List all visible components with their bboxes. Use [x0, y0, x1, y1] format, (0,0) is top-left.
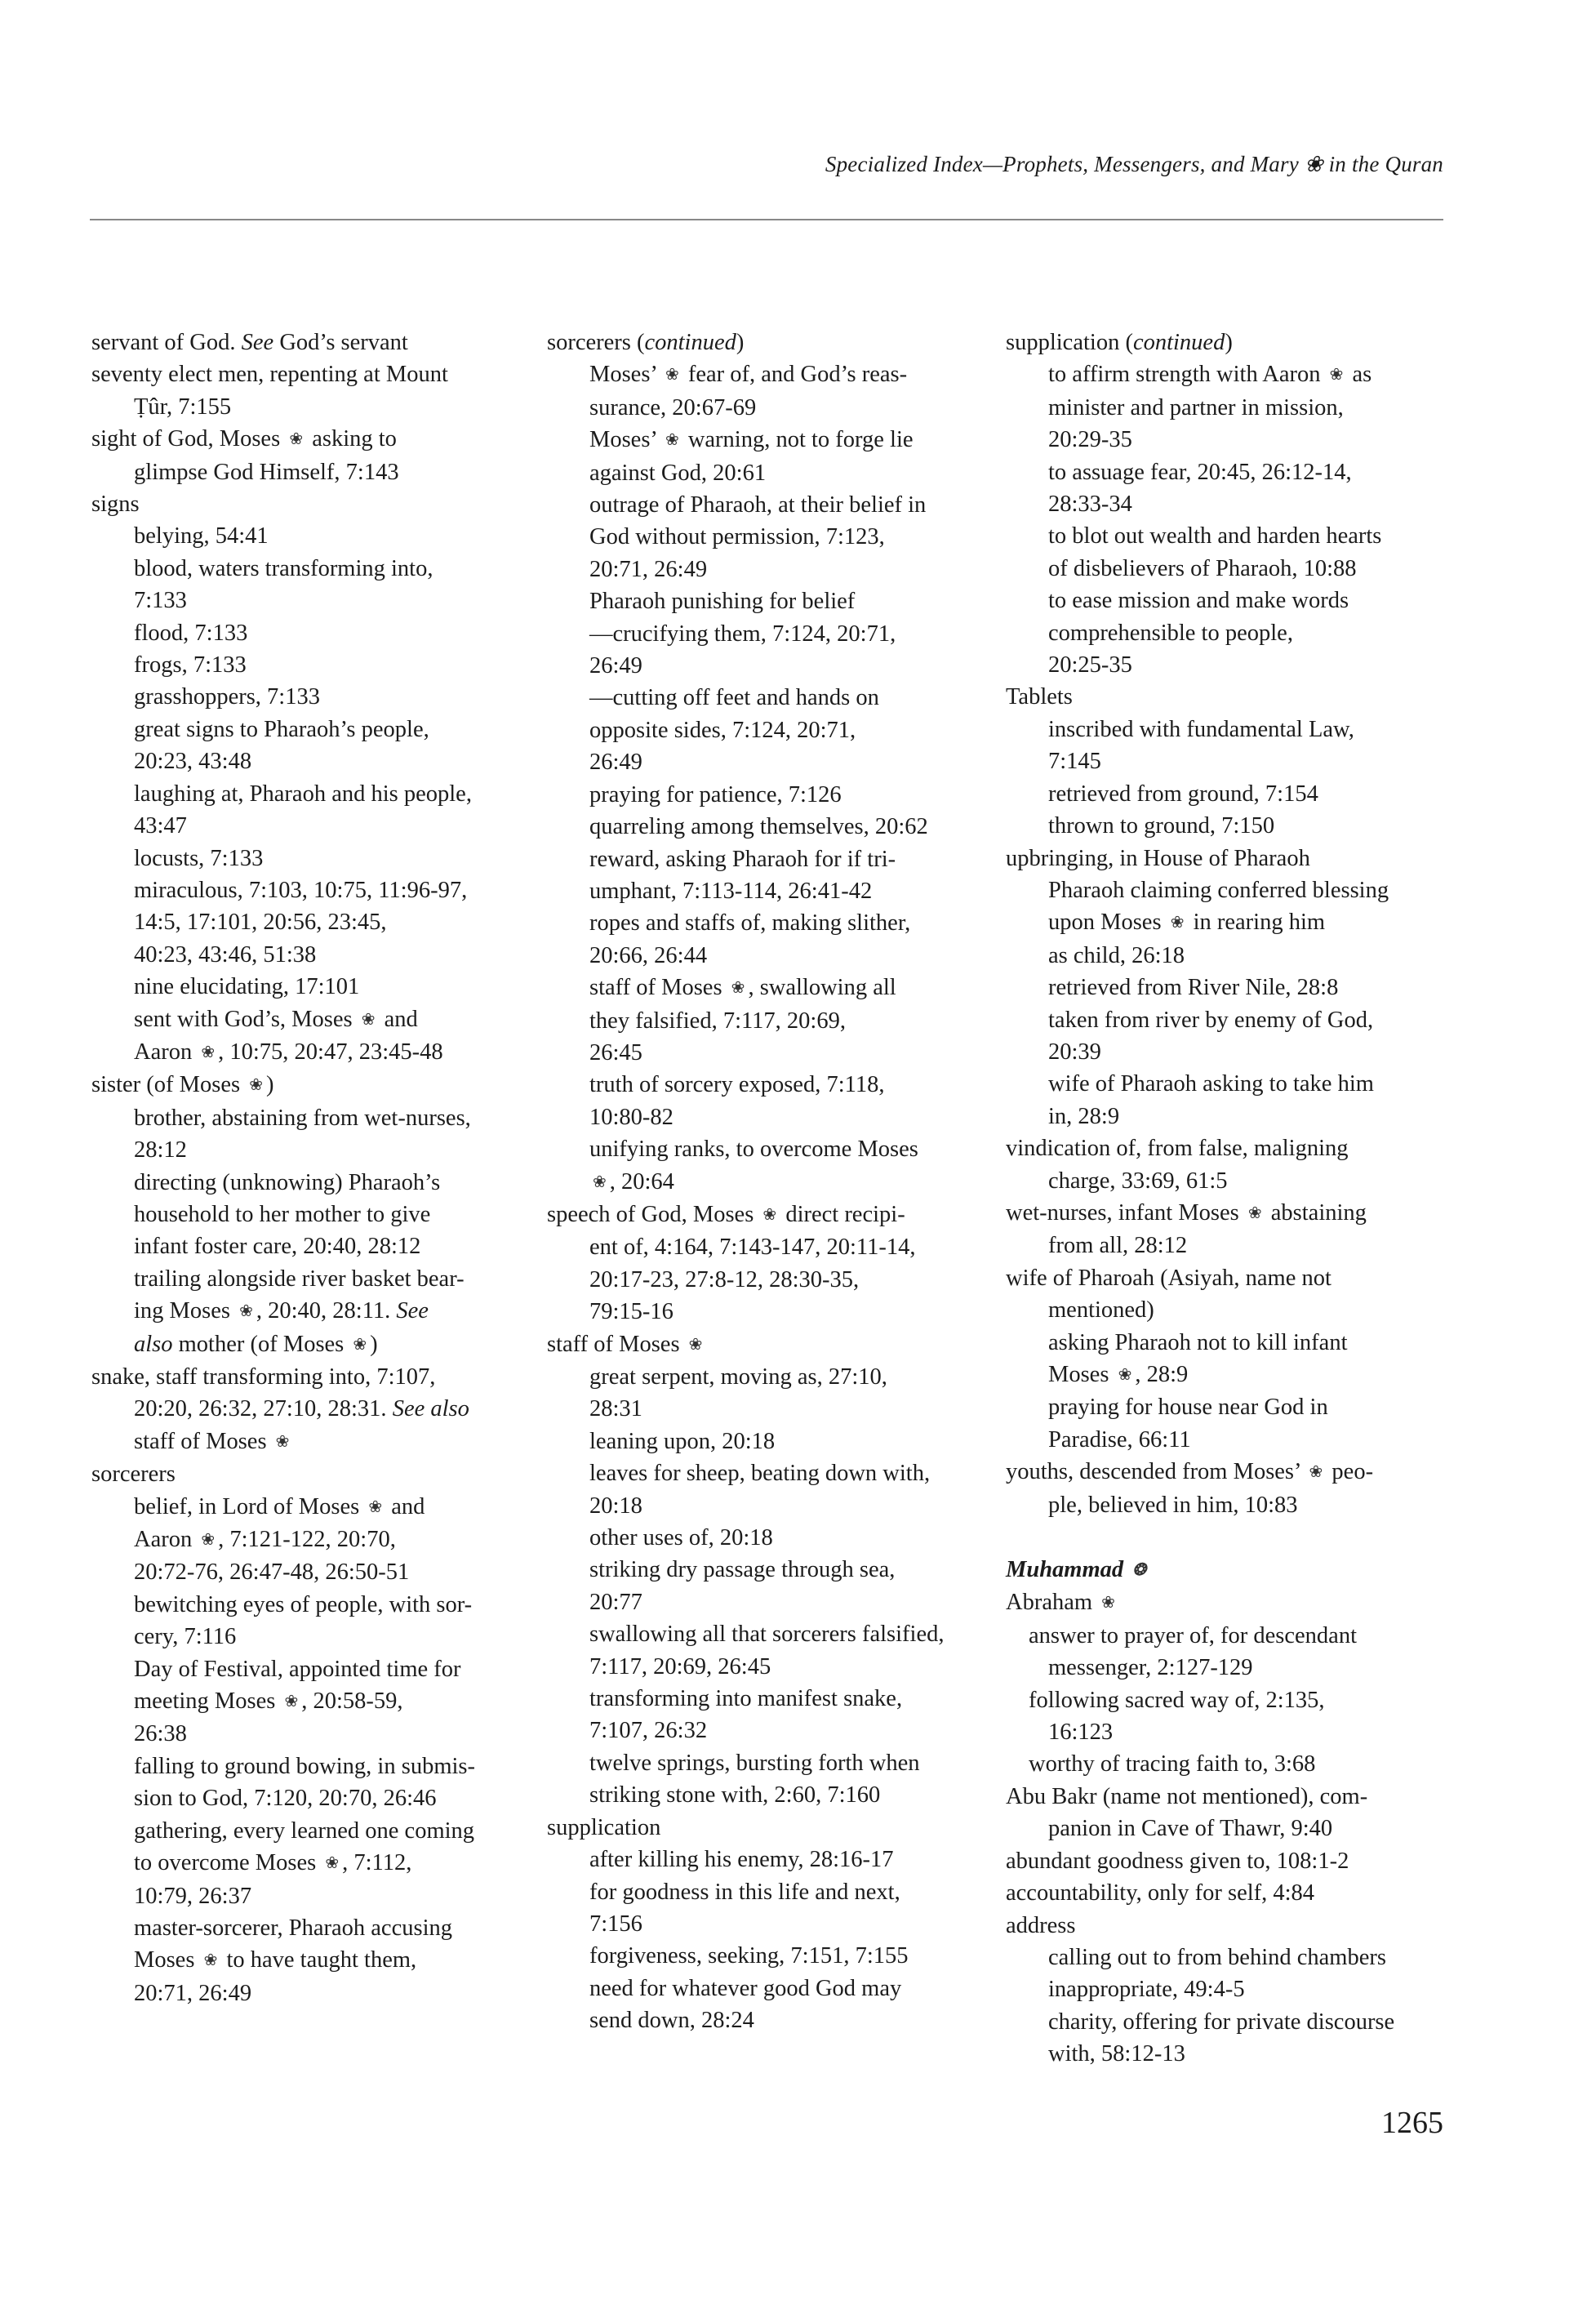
- index-subentry: Pharaoh claiming conferred blessing: [1048, 877, 1389, 903]
- honorific-glyph: ❀: [361, 1010, 376, 1029]
- index-subentry: after killing his enemy, 28:16-17: [589, 1847, 894, 1873]
- index-entry: vindication of, from false, maligning: [1006, 1136, 1349, 1162]
- index-subentry: for goodness in this life and next,: [589, 1879, 900, 1905]
- index-subentry: gathering, every learned one coming: [134, 1817, 475, 1844]
- index-subentry: retrieved from ground, 7:154: [1048, 781, 1318, 807]
- index-continuation-line: 7:156: [589, 1911, 642, 1937]
- index-subentry: transforming into manifest snake,: [589, 1686, 903, 1712]
- index-subentry: great signs to Pharaoh’s people,: [134, 716, 429, 742]
- index-continuation-line: with, 58:12-13: [1048, 2041, 1185, 2067]
- index-continuation-line: God without permission, 7:123,: [589, 524, 885, 550]
- index-continuation-line: against God, 20:61: [589, 460, 767, 486]
- index-continuation-line: they falsified, 7:117, 20:69,: [589, 1008, 846, 1034]
- honorific-glyph: ❀: [762, 1205, 777, 1224]
- index-entry: upbringing, in House of Pharaoh: [1006, 845, 1310, 871]
- honorific-glyph: ❀: [688, 1335, 703, 1354]
- index-subentry: staff of Moses ❀ , swallowing all: [547, 972, 1004, 1004]
- running-header: Specialized Index—Prophets, Messengers, and Mary ❀ in the Quran: [825, 152, 1443, 176]
- index-continuation-line: 28:33-34: [1048, 492, 1132, 518]
- index-subentry: to affirm strength with Aaron ❀ as: [1006, 358, 1463, 391]
- honorific-glyph: ❀: [593, 1172, 607, 1191]
- index-subentry: ropes and staffs of, making slither,: [589, 910, 911, 937]
- index-entry: sight of God, Moses ❀ asking to: [91, 423, 549, 456]
- index-continuation-line: 20:18: [589, 1493, 642, 1519]
- honorific-glyph: ❀: [665, 366, 679, 385]
- index-subentry: taken from river by enemy of God,: [1048, 1007, 1374, 1033]
- index-continuation-line: 20:25-35: [1048, 652, 1132, 678]
- index-continuation-line: 10:80-82: [589, 1104, 674, 1130]
- index-continuation-line: to overcome Moses ❀ , 7:112,: [91, 1847, 549, 1880]
- index-entry: wet-nurses, infant Moses ❀ abstaining: [1006, 1197, 1463, 1230]
- index-continuation-line: ❀ , 20:64: [547, 1166, 1004, 1199]
- honorific-glyph: ❀: [353, 1335, 367, 1354]
- index-continuation-line: minister and partner in mission,: [1048, 394, 1344, 420]
- index-continuation-line: 28:31: [589, 1396, 642, 1422]
- honorific-glyph: ❀: [284, 1693, 299, 1711]
- index-subentry: falling to ground bowing, in submis-: [134, 1753, 475, 1779]
- honorific-glyph: ❀: [368, 1497, 383, 1516]
- index-subentry: belief, in Lord of Moses ❀ and: [91, 1491, 549, 1524]
- index-subentry: outrage of Pharaoh, at their belief in: [589, 492, 927, 518]
- index-continuation-line: 20:23, 43:48: [134, 749, 252, 775]
- honorific-glyph: ❀: [1309, 1463, 1323, 1482]
- index-continuation-line: Aaron ❀ , 10:75, 20:47, 23:45-48: [91, 1036, 549, 1069]
- index-subentry: inscribed with fundamental Law,: [1048, 716, 1354, 742]
- index-continuation-line: Moses ❀ , 28:9: [1006, 1359, 1463, 1391]
- index-continuation-line: ent of, 4:164, 7:143-147, 20:11-14,: [589, 1235, 916, 1261]
- index-continuation-line: Moses ❀ to have taught them,: [91, 1944, 549, 1977]
- honorific-glyph: ❀: [1170, 914, 1185, 932]
- index-continuation-line: 20:77: [589, 1589, 642, 1615]
- index-subentry: other uses of, 20:18: [589, 1525, 773, 1551]
- index-continuation-line: 7:117, 20:69, 26:45: [589, 1653, 771, 1679]
- index-subentry: frogs, 7:133: [134, 652, 247, 678]
- index-subentry: need for whatever good God may: [589, 1975, 902, 2001]
- index-continuation-line: 20:71, 26:49: [589, 556, 708, 582]
- index-column-1: [91, 327, 549, 2009]
- index-subentry: Pharaoh punishing for belief: [589, 589, 856, 615]
- honorific-glyph: ❀: [1101, 1594, 1115, 1613]
- index-subentry: swallowing all that sorcerers falsified,: [589, 1622, 945, 1648]
- index-subentry: thrown to ground, 7:150: [1048, 813, 1275, 839]
- index-continuation-line: 7:133: [134, 588, 187, 614]
- honorific-glyph: ❀: [1118, 1366, 1132, 1384]
- index-continuation-line: upon Moses ❀ in rearing him: [1006, 906, 1463, 939]
- index-continuation-line: surance, 20:67-69: [589, 394, 757, 420]
- index-entry: supplication: [547, 1814, 661, 1840]
- honorific-glyph: ❀: [239, 1302, 253, 1321]
- index-continuation-line: send down, 28:24: [589, 2008, 754, 2034]
- index-entry: snake, staff transforming into, 7:107,: [91, 1364, 436, 1390]
- honorific-glyph: ❀: [203, 1951, 218, 1970]
- index-subentry: twelve springs, bursting forth when: [589, 1750, 920, 1776]
- index-continuation-line: mentioned): [1048, 1297, 1154, 1324]
- index-continuation-line: sion to God, 7:120, 20:70, 26:46: [134, 1786, 437, 1812]
- index-continuation-line: 20:17-23, 27:8-12, 28:30-35,: [589, 1266, 860, 1292]
- index-subentry: to ease mission and make words: [1048, 588, 1349, 614]
- index-continuation-line: 26:49: [589, 653, 642, 679]
- index-entry: Abraham ❀: [1006, 1586, 1463, 1619]
- honorific-glyph: ❀: [289, 430, 304, 449]
- index-subentry: —crucifying them, 7:124, 20:71,: [589, 621, 896, 647]
- honorific-glyph: ❂: [1132, 1561, 1147, 1580]
- index-entry: sister (of Moses ❀ ): [91, 1069, 549, 1101]
- index-entry: wife of Pharoah (Asiyah, name not: [1006, 1265, 1331, 1291]
- index-continuation-line: 7:107, 26:32: [589, 1718, 708, 1744]
- index-subentry: grasshoppers, 7:133: [134, 684, 320, 710]
- honorific-glyph: ❀: [1329, 366, 1344, 385]
- index-entry: supplication (continued): [1006, 330, 1233, 355]
- index-subentry: leaning upon, 20:18: [589, 1428, 776, 1454]
- index-subentry: calling out to from behind chambers: [1048, 1944, 1386, 1970]
- index-subentry: worthy of tracing faith to, 3:68: [1029, 1751, 1316, 1777]
- index-subentry: reward, asking Pharaoh for if tri-: [589, 846, 896, 872]
- index-continuation-line: of disbelievers of Pharaoh, 10:88: [1048, 555, 1357, 581]
- index-subentry: Moses’ ❀ warning, not to forge lie: [547, 424, 1004, 456]
- index-subentry: wife of Pharaoh asking to take him: [1048, 1071, 1374, 1097]
- index-entry: Tablets: [1006, 684, 1073, 710]
- index-continuation-line: in, 28:9: [1048, 1103, 1120, 1129]
- index-column-2: [547, 327, 1004, 2037]
- section-gap: [1006, 1521, 1463, 1554]
- index-continuation-line: 40:23, 43:46, 51:38: [134, 941, 317, 968]
- index-entry: signs: [91, 492, 140, 518]
- honorific-glyph: ❀: [249, 1076, 263, 1095]
- index-continuation-line: 28:12: [134, 1137, 187, 1163]
- index-continuation-line: staff of Moses ❀: [91, 1426, 549, 1458]
- index-subentry: laughing at, Pharaoh and his people,: [134, 781, 472, 807]
- header-rule: [90, 219, 1443, 220]
- index-continuation-line: 20:20, 26:32, 27:10, 28:31. See also: [134, 1396, 469, 1422]
- index-subentry: praying for house near God in: [1048, 1395, 1328, 1421]
- index-subentry: locusts, 7:133: [134, 845, 264, 871]
- index-entry: address: [1006, 1912, 1076, 1938]
- index-subentry: sent with God’s, Moses ❀ and: [91, 1003, 549, 1036]
- index-subentry: brother, abstaining from wet-nurses,: [134, 1105, 471, 1131]
- section-heading: Muhammad ❂: [1006, 1554, 1463, 1586]
- index-continuation-line: infant foster care, 20:40, 28:12: [134, 1234, 421, 1260]
- index-continuation-line: striking stone with, 2:60, 7:160: [589, 1782, 881, 1808]
- index-continuation-line: 10:79, 26:37: [134, 1883, 252, 1909]
- index-continuation-line: 20:71, 26:49: [134, 1980, 252, 2006]
- index-subentry: Day of Festival, appointed time for: [134, 1656, 461, 1682]
- index-subentry: to blot out wealth and harden hearts: [1048, 523, 1382, 549]
- index-column-3: [1006, 327, 1463, 2071]
- index-subentry: unifying ranks, to overcome Moses: [589, 1137, 918, 1163]
- index-continuation-line: Paradise, 66:11: [1048, 1426, 1191, 1453]
- index-continuation-line: 16:123: [1048, 1720, 1114, 1746]
- index-continuation-line: comprehensible to people,: [1048, 620, 1293, 646]
- index-entry: sorcerers (continued): [547, 330, 745, 355]
- index-continuation-line: as child, 26:18: [1048, 942, 1185, 968]
- index-continuation-line: 26:49: [589, 750, 642, 776]
- index-entry: staff of Moses ❀: [547, 1328, 1004, 1361]
- index-subentry: to assuage fear, 20:45, 26:12-14,: [1048, 459, 1352, 485]
- index-subentry: leaves for sheep, beating down with,: [589, 1461, 931, 1487]
- index-continuation-line: opposite sides, 7:124, 20:71,: [589, 717, 856, 743]
- index-subentry: truth of sorcery exposed, 7:118,: [589, 1072, 885, 1098]
- index-subentry: miraculous, 7:103, 10:75, 11:96-97,: [134, 877, 468, 903]
- index-subentry: —cutting off feet and hands on: [589, 685, 879, 711]
- index-continuation-line: messenger, 2:127-129: [1048, 1655, 1253, 1681]
- honorific-glyph: ❀: [665, 431, 679, 450]
- honorific-glyph: ❀: [275, 1432, 290, 1451]
- index-continuation-line: 26:38: [134, 1721, 187, 1747]
- index-subentry: forgiveness, seeking, 7:151, 7:155: [589, 1943, 909, 1969]
- index-continuation-line: Aaron ❀ , 7:121-122, 20:70,: [91, 1524, 549, 1556]
- index-continuation-line: inappropriate, 49:4-5: [1048, 1977, 1245, 2003]
- index-continuation-line: 26:45: [589, 1039, 642, 1066]
- index-entry: abundant goodness given to, 108:1-2: [1006, 1848, 1349, 1874]
- index-continuation-line: cery, 7:116: [134, 1624, 237, 1650]
- index-continuation-line: also mother (of Moses ❀ ): [91, 1328, 549, 1361]
- index-entry: seventy elect men, repenting at Mount: [91, 362, 448, 388]
- index-subentry: trailing alongside river basket bear-: [134, 1266, 465, 1292]
- index-continuation-line: charge, 33:69, 61:5: [1048, 1168, 1228, 1194]
- honorific-glyph: ❀: [201, 1531, 216, 1550]
- index-continuation-line: 20:29-35: [1048, 427, 1132, 453]
- index-continuation-line: Ṭûr, 7:155: [134, 394, 232, 420]
- index-continuation-line: panion in Cave of Thawr, 9:40: [1048, 1816, 1333, 1842]
- index-continuation-line: meeting Moses ❀ , 20:58-59,: [91, 1685, 549, 1718]
- index-entry: accountability, only for self, 4:84: [1006, 1880, 1315, 1906]
- index-continuation-line: 43:47: [134, 813, 187, 839]
- index-continuation-line: household to her mother to give: [134, 1201, 431, 1227]
- honorific-glyph: ❀: [201, 1043, 216, 1061]
- index-subentry: master-sorcerer, Pharaoh accusing: [134, 1915, 452, 1941]
- index-entry: speech of God, Moses ❀ direct recipi-: [547, 1199, 1004, 1231]
- honorific-glyph: ❀: [731, 979, 745, 998]
- index-continuation-line: from all, 28:12: [1048, 1233, 1188, 1259]
- index-continuation-line: umphant, 7:113-114, 26:41-42: [589, 878, 873, 904]
- index-continuation-line: ing Moses ❀ , 20:40, 28:11. See: [91, 1295, 549, 1328]
- index-subentry: directing (unknowing) Pharaoh’s: [134, 1169, 441, 1195]
- honorific-glyph: ❀: [325, 1854, 340, 1873]
- index-continuation-line: 20:66, 26:44: [589, 942, 708, 968]
- index-subentry: charity, offering for private discourse: [1048, 2009, 1395, 2035]
- page-number: 1265: [1381, 2106, 1443, 2140]
- index-subentry: retrieved from River Nile, 28:8: [1048, 975, 1339, 1001]
- index-subentry: belying, 54:41: [134, 523, 269, 549]
- index-continuation-line: ple, believed in him, 10:83: [1048, 1492, 1298, 1518]
- index-subentry: flood, 7:133: [134, 620, 248, 646]
- index-subentry: answer to prayer of, for descendant: [1029, 1622, 1357, 1648]
- index-subentry: bewitching eyes of people, with sor-: [134, 1591, 473, 1617]
- index-subentry: Moses’ ❀ fear of, and God’s reas-: [547, 358, 1004, 391]
- index-subentry: nine elucidating, 17:101: [134, 974, 360, 1000]
- index-subentry: asking Pharaoh not to kill infant: [1048, 1329, 1348, 1355]
- index-entry: servant of God. See God’s servant: [91, 330, 408, 355]
- index-continuation-line: 79:15-16: [589, 1299, 674, 1325]
- index-continuation-line: 7:145: [1048, 749, 1101, 775]
- index-continuation-line: 20:39: [1048, 1039, 1101, 1065]
- index-subentry: great serpent, moving as, 27:10,: [589, 1364, 887, 1390]
- index-entry: youths, descended from Moses’ ❀ peo-: [1006, 1456, 1463, 1488]
- honorific-glyph: ❀: [1247, 1203, 1262, 1222]
- index-subentry: blood, waters transforming into,: [134, 555, 433, 581]
- index-subentry: quarreling among themselves, 20:62: [589, 814, 928, 840]
- index-subentry: striking dry passage through sea,: [589, 1557, 896, 1583]
- index-continuation-line: 14:5, 17:101, 20:56, 23:45,: [134, 910, 387, 936]
- index-entry: sorcerers: [91, 1461, 176, 1488]
- index-subentry: praying for patience, 7:126: [589, 781, 842, 807]
- index-continuation-line: 20:72-76, 26:47-48, 26:50-51: [134, 1559, 410, 1586]
- index-subentry: following sacred way of, 2:135,: [1029, 1687, 1325, 1713]
- index-continuation-line: glimpse God Himself, 7:143: [134, 459, 399, 485]
- index-entry: Abu Bakr (name not mentioned), com-: [1006, 1783, 1368, 1809]
